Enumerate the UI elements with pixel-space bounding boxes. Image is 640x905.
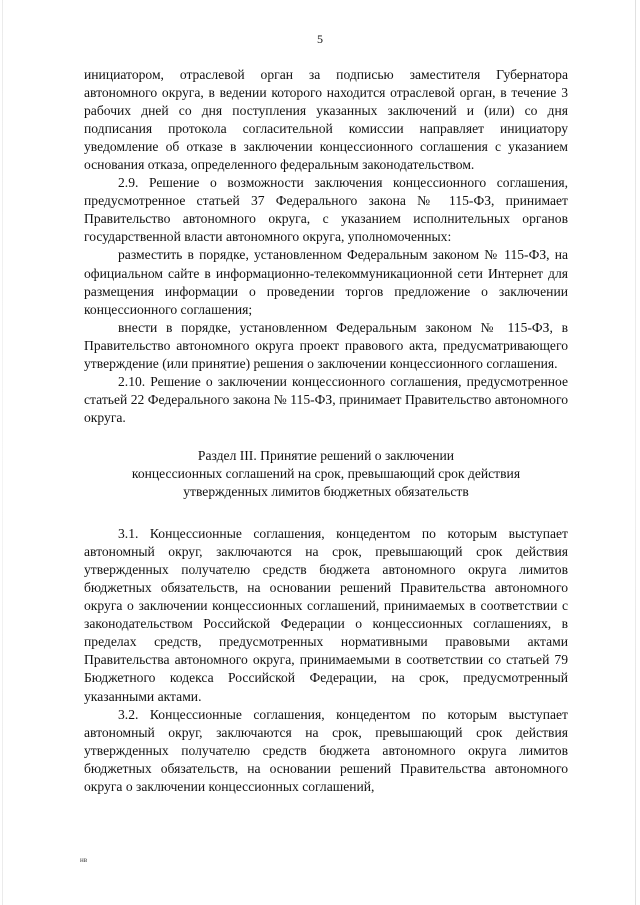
paragraph-2-9-item-1: разместить в порядке, установленном Федеральным законом № 115-ФЗ, на официальном сайте в информационно-телекоммуникационной сети Интернет для размещения информации о проведении торгов предложение о заключении концессионного соглашения;: [84, 247, 568, 317]
paragraph-continuation: инициатором, отраслевой орган за подписью заместителя Губернатора автономного округа, в ведении которого находится отраслевой орган, в течение 3 рабочих дней со дня поступления указанных заключений и (или) со дня подписания протокола согласительной комиссии направляет инициатору уведомление об отказе в заключении концессионного соглашения с указанием основания отказа, определенного федеральным законодательством.: [84, 67, 568, 173]
footer-mark: нв: [80, 856, 88, 864]
section-heading: [84, 447, 568, 501]
section-heading-line-1: Раздел III. Принятие решений о заключении: [197, 447, 455, 463]
paragraph-3-2: 3.2. Концессионные соглашения, концедентом по которым выступает автономный округ, заключаются на срок, превышающий срок действия утвержденных получателю средств бюджета автономного округа лимитов бюджетных обязательств, на основании решений Правительства автономного округа о заключении концессионных соглашений,: [84, 706, 568, 794]
document-body: [84, 66, 568, 796]
paragraph-2-9-item-2: внести в порядке, установленном Федеральным законом № 115-ФЗ, в Правительство автономного округа проект правового акта, предусматривающего утверждение (или принятие) решения о заключении концессионного соглашения.: [84, 319, 568, 371]
scan-edge-right: [635, 0, 636, 905]
paragraph-2-10: 2.10. Решение о заключении концессионного соглашения, предусмотренное статьей 22 Федерального закона № 115-ФЗ, принимает Правительство автономного округа.: [84, 373, 568, 425]
paragraph-2-9: 2.9. Решение о возможности заключения концессионного соглашения, предусмотренное статьей 37 Федерального закона № 115-ФЗ, принимает Правительство автономного округа, с указанием исполнительных органов государственной власти автономного округа, уполномоченных:: [84, 175, 568, 245]
page-number: 5: [317, 32, 323, 46]
scan-edge-left: [2, 0, 3, 905]
paragraph-3-1: 3.1. Концессионные соглашения, концедентом по которым выступает автономный округ, заключаются на срок, превышающий срок действия утвержденных получателю средств бюджета автономного округа лимитов бюджетных обязательств, на основании решений Правительства автономного округа о заключении концессионных соглашений, принимаемых в соответствии с законодательством Российской Федерации о концессионных соглашениях, в пределах средств, предусмотренных нормативными правовыми актами Правительства автономного округа, принимаемыми в соответствии со статьей 79 Бюджетного кодекса Российской Федерации, на срок, предусмотренный указанными актами.: [84, 526, 568, 704]
section-heading-line-3: утвержденных лимитов бюджетных обязательств: [183, 484, 469, 500]
section-heading-line-2: концессионных соглашений на срок, превышающий срок действия: [131, 465, 521, 481]
